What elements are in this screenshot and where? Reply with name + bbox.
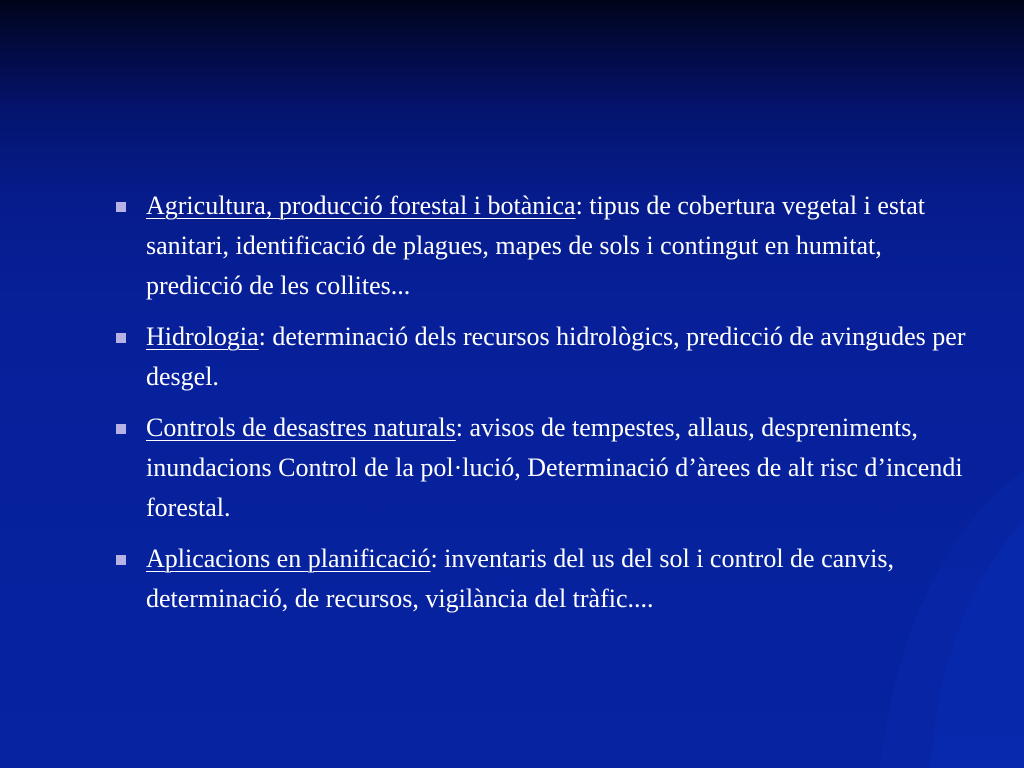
square-bullet-icon: [116, 424, 126, 434]
square-bullet-icon: [116, 333, 126, 343]
bullet-text: : tipus de cobertura vegetal i estat sanitari, identificació de plagues, mapes de sols i contingut en humitat, predicció de les collites...: [146, 191, 925, 300]
square-bullet-icon: [116, 202, 126, 212]
bullet-item-agriculture: [112, 186, 972, 306]
bullet-text: : avisos de tempestes, allaus, despreniments, inundacions Control de la pol·lució, Determinació d’àrees de alt risc d’incendi forestal.: [146, 413, 963, 522]
square-bullet-icon: [116, 555, 126, 565]
bullet-topic: Aplicacions en planificació: [146, 544, 431, 573]
bullet-text: : inventaris del us del sol i control de canvis, determinació, de recursos, vigilància del tràfic....: [146, 544, 895, 613]
bullet-list: [112, 186, 972, 630]
bullet-topic: Agricultura, producció forestal i botànica: [146, 191, 576, 220]
bullet-topic: Hidrologia: [146, 322, 259, 351]
bullet-item-disasters: [112, 408, 972, 528]
bullet-topic: Controls de desastres naturals: [146, 413, 456, 442]
bullet-item-hydrology: [112, 317, 972, 397]
bullet-item-planning: [112, 539, 972, 619]
bullet-text: : determinació dels recursos hidrològics, predicció de avingudes per desgel.: [146, 322, 966, 391]
